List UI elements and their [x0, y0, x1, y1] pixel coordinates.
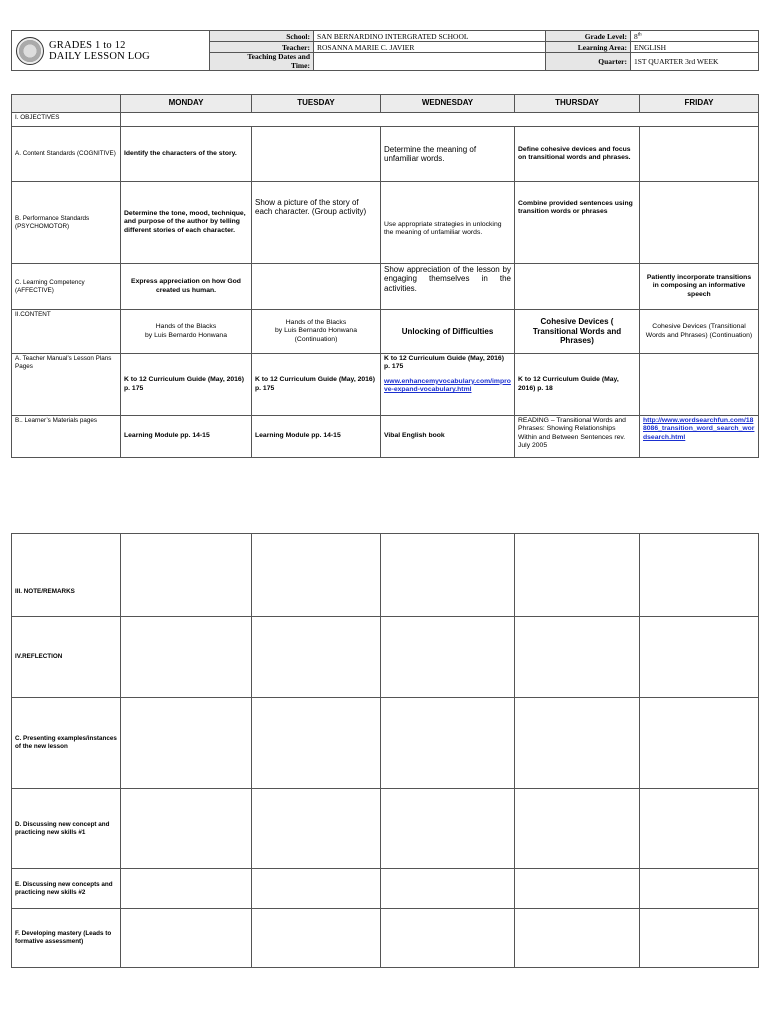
row-label: II.CONTENT: [12, 310, 121, 354]
deped-seal-icon: [16, 37, 44, 65]
cell: Identify the characters of the story.: [121, 127, 252, 182]
day-header: MONDAY: [121, 95, 252, 113]
cell: Determine the tone, mood, technique, and purpose of the author by telling different stories of each character.: [121, 182, 252, 264]
row-label: IV.REFLECTION: [12, 617, 121, 698]
cell: [640, 182, 759, 264]
cell: Unlocking of Difficulties: [381, 310, 515, 354]
grade-label: Grade Level:: [546, 31, 631, 42]
row-label: F. Developing mastery (Leads to formative assessment): [12, 909, 121, 968]
day-header: FRIDAY: [640, 95, 759, 113]
row-label: E. Discussing new concepts and practicing new skills #2: [12, 869, 121, 909]
cell: Express appreciation on how God created us human.: [121, 264, 252, 310]
remarks-table: [11, 533, 759, 968]
teacher-label: Teacher:: [210, 42, 314, 53]
corner-cell: [12, 95, 121, 113]
lesson-table: [11, 94, 759, 458]
row-label: D. Discussing new concept and practicing new skills #1: [12, 789, 121, 869]
wordsearch-link[interactable]: http://www.wordsearchfun.com/188086_transition_word_search_wordsearch.html: [643, 417, 755, 441]
day-header: THURSDAY: [515, 95, 640, 113]
cell: Cohesive Devices ( Transitional Words and Phrases): [515, 310, 640, 354]
row-label: A. Teacher Manual’s Lesson Plans Pages: [12, 354, 121, 416]
cell: [252, 127, 381, 182]
school-label: School:: [210, 31, 314, 42]
cell: Hands of the Blacks by Luis Bernardo Honwana (Continuation): [252, 310, 381, 354]
cell: Learning Module pp. 14-15: [252, 416, 381, 458]
day-header: TUESDAY: [252, 95, 381, 113]
school-value: SAN BERNARDINO INTERGRATED SCHOOL: [314, 31, 546, 42]
cell: [640, 416, 759, 458]
cell: Vibal English book: [381, 416, 515, 458]
row-label: B. Performance Standards (PSYCHOMOTOR): [12, 182, 121, 264]
cell: Hands of the Blacks by Luis Bernardo Honwana: [121, 310, 252, 354]
cell: Cohesive Devices (Transitional Words and Phrases) (Continuation): [640, 310, 759, 354]
cell: [515, 264, 640, 310]
cell: K to 12 Curriculum Guide (May, 2016) p. 175 www.enhancemyvocabulary.com/improve-expand-vocabulary.html: [381, 354, 515, 416]
quarter-value: 1ST QUARTER 3rd WEEK: [631, 53, 759, 71]
cell: K to 12 Curriculum Guide (May, 2016) p. 175: [121, 354, 252, 416]
cell: Use appropriate strategies in unlocking the meaning of unfamiliar words.: [381, 182, 515, 264]
cell: Patiently incorporate transitions in composing an informative speech: [640, 264, 759, 310]
area-value: ENGLISH: [631, 42, 759, 53]
cell: Learning Module pp. 14-15: [121, 416, 252, 458]
cell: Show a picture of the story of each character. (Group activity): [252, 182, 381, 264]
vocabulary-link[interactable]: www.enhancemyvocabulary.com/improve-expand-vocabulary.html: [384, 377, 511, 394]
cell: K to 12 Curriculum Guide (May, 2016) p. 18: [515, 354, 640, 416]
cell: Show appreciation of the lesson by engaging themselves in the activities.: [381, 264, 515, 310]
row-label: B.. Learner’s Materials pages: [12, 416, 121, 458]
row-label: I. OBJECTIVES: [12, 113, 121, 127]
cell: [640, 354, 759, 416]
objectives-span: [121, 113, 759, 127]
row-label: C. Presenting examples/instances of the new lesson: [12, 698, 121, 789]
header-table: [11, 30, 759, 71]
cell: Combine provided sentences using transition words or phrases: [515, 182, 640, 264]
row-label: A. Content Standards (COGNITIVE): [12, 127, 121, 182]
cell: [252, 264, 381, 310]
quarter-label: Quarter:: [546, 53, 631, 71]
cell: Define cohesive devices and focus on transitional words and phrases.: [515, 127, 640, 182]
cell: [640, 127, 759, 182]
logo-cell: [12, 31, 210, 71]
teacher-value: ROSANNA MARIE C. JAVIER: [314, 42, 546, 53]
cell: READING – Transitional Words and Phrases: Showing Relationships Within and Between Sentences rev. July 2005: [515, 416, 640, 458]
row-label: C. Learning Competency (AFFECTIVE): [12, 264, 121, 310]
row-label: III. NOTE/REMARKS: [12, 534, 121, 617]
day-header: WEDNESDAY: [381, 95, 515, 113]
cell: K to 12 Curriculum Guide (May, 2016) p. 175: [252, 354, 381, 416]
dates-label: Teaching Dates and Time:: [210, 53, 314, 71]
grade-value: 8th: [631, 31, 759, 42]
title-line-2: DAILY LESSON LOG: [49, 50, 150, 62]
dates-value: [314, 53, 546, 71]
title-line-1: GRADES 1 to 12: [49, 39, 126, 51]
cell: Determine the meaning of unfamiliar words.: [381, 127, 515, 182]
area-label: Learning Area:: [546, 42, 631, 53]
